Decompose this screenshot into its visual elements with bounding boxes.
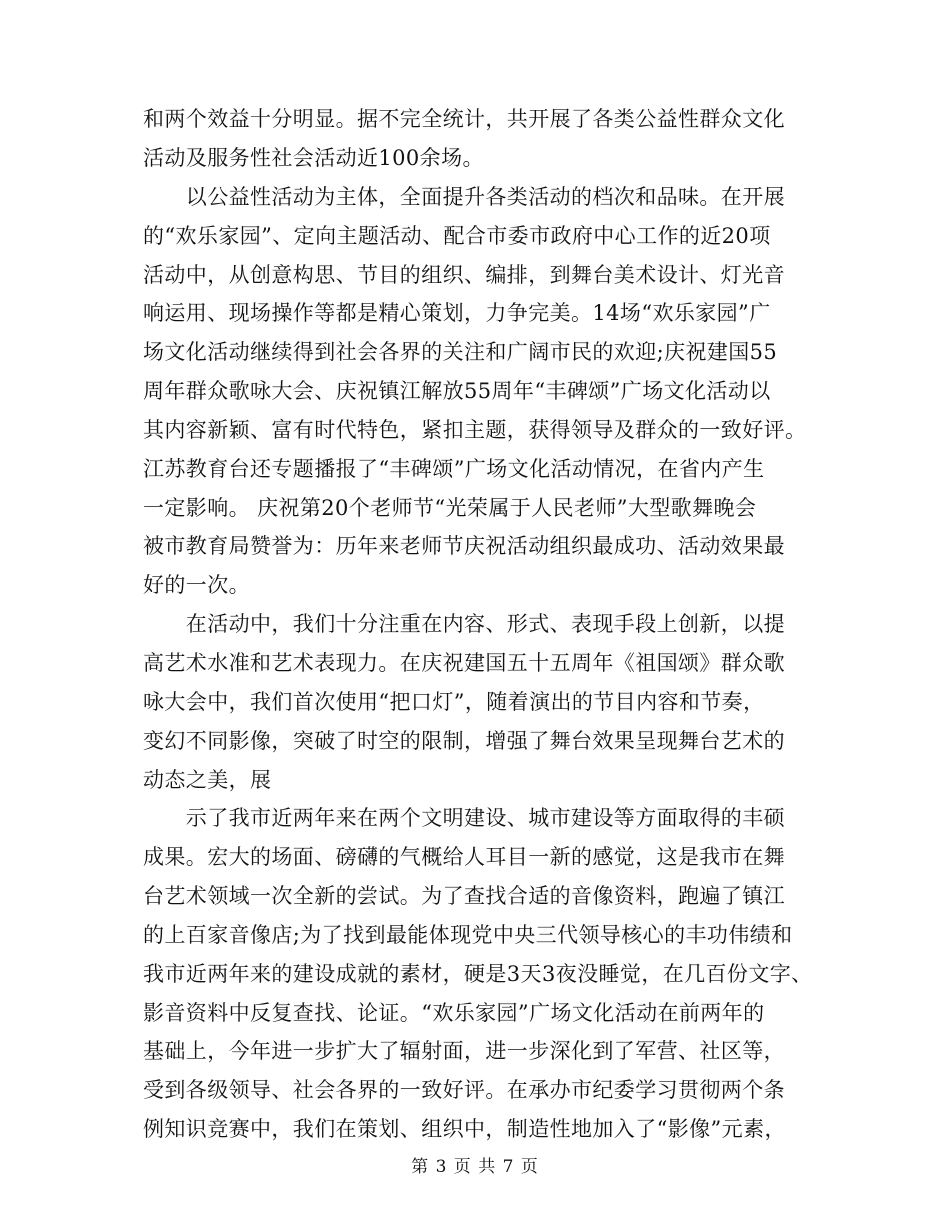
text-line: 以公益性活动为主体，全面提升各类活动的档次和品味。在开展	[143, 185, 785, 209]
text-line: 一定影响。 庆祝第20个老师节“光荣属于人民老师”大型歌舞晚会	[143, 496, 757, 520]
text-line: 活动中，从创意构思、节目的组织、编排，到舞台美术设计、灯光音	[143, 263, 785, 287]
text-line: 好的一次。	[143, 573, 250, 597]
text-line: 其内容新颖、富有时代特色，紧扣主题，获得领导及群众的一致好评。	[143, 418, 807, 442]
text-line: 基础上，今年进一步扩大了辐射面，进一步深化到了军营、社区等，	[143, 1039, 785, 1063]
text-line: 响运用、现场操作等都是精心策划，力争完美。14场“欢乐家园”广	[143, 301, 771, 325]
text-line: 江苏教育台还专题播报了“丰碑颂”广场文化活动情况，在省内产生	[143, 457, 765, 481]
text-line: 咏大会中，我们首次使用“把口灯”，随着演出的节目内容和节奏，	[143, 690, 765, 714]
page-number-footer: 第 3 页 共 7 页	[411, 1157, 539, 1177]
text-line: 台艺术领域一次全新的尝试。为了查找合适的音像资料，跑遍了镇江	[143, 884, 785, 908]
text-line: 在活动中，我们十分注重在内容、形式、表现手段上创新，以提	[143, 612, 785, 636]
text-line: 和两个效益十分明显。据不完全统计，共开展了各类公益性群众文化	[143, 107, 785, 131]
text-line: 动态之美，展	[143, 768, 272, 792]
text-line: 示了我市近两年来在两个文明建设、城市建设等方面取得的丰硕	[143, 806, 785, 830]
text-line: 活动及服务性社会活动近100余场。	[143, 146, 484, 170]
text-line: 我市近两年来的建设成就的素材，硬是3天3夜没睡觉，在几百份文字、	[143, 962, 813, 986]
text-line: 高艺术水准和艺术表现力。在庆祝建国五十五周年《祖国颂》群众歌	[143, 651, 785, 675]
text-line: 场文化活动继续得到社会各界的关注和广阔市民的欢迎;庆祝建国55	[143, 340, 778, 364]
text-line: 成果。宏大的场面、磅礴的气概给人耳目一新的感觉，这是我市在舞	[143, 845, 785, 869]
text-line: 周年群众歌咏大会、庆祝镇江解放55周年“丰碑颂”广场文化活动以	[143, 379, 771, 403]
text-line: 例知识竞赛中，我们在策划、组织中，制造性地加入了“影像”元素，	[143, 1117, 786, 1141]
text-line: 受到各级领导、社会各界的一致好评。在承办市纪委学习贯彻两个条	[143, 1078, 785, 1102]
text-line: 变幻不同影像，突破了时空的限制，增强了舞台效果呈现舞台艺术的	[143, 729, 785, 753]
text-line: 的上百家音像店;为了找到最能体现党中央三代领导核心的丰功伟绩和	[143, 923, 793, 947]
text-line: 的“欢乐家园”、定向主题活动、配合市委市政府中心工作的近20项	[143, 224, 771, 248]
text-line: 影音资料中反复查找、论证。“欢乐家园”广场文化活动在前两年的	[143, 1001, 765, 1025]
text-line: 被市教育局赞誉为：历年来老师节庆祝活动组织最成功、活动效果最	[143, 534, 785, 558]
